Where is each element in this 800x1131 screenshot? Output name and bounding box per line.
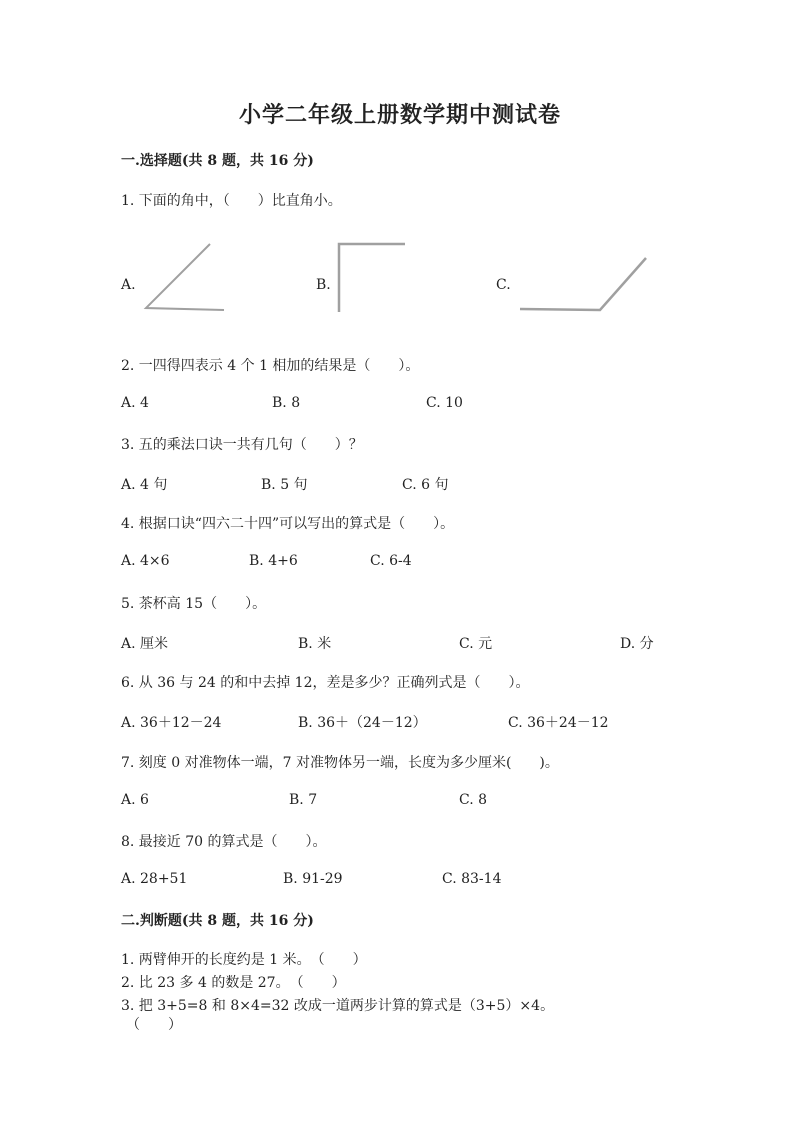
- question-7: 7. 刻度 0 对准物体一端，7 对准物体另一端，长度为多少厘米( )。: [121, 755, 559, 771]
- q6-option-a: A. 36＋12－24: [121, 715, 222, 731]
- page-title: 小学二年级上册数学期中测试卷: [238, 102, 561, 128]
- q4-option-a: A. 4×6: [121, 553, 170, 569]
- right-angle-figure: [333, 238, 411, 316]
- q2-option-c: C. 10: [426, 395, 463, 411]
- acute-angle-figure: [140, 238, 230, 316]
- question-8: 8. 最接近 70 的算式是（ ）。: [121, 834, 327, 850]
- section-heading-judge: 二.判断题(共 8 题，共 16 分): [121, 913, 314, 929]
- obtuse-angle-figure: [516, 252, 654, 316]
- question-3: 3. 五的乘法口诀一共有几句（ ）？: [121, 437, 363, 453]
- q5-option-b: B. 米: [298, 636, 332, 652]
- q8-option-a: A. 28+51: [121, 871, 188, 887]
- q5-option-a: A. 厘米: [121, 636, 169, 652]
- q4-option-b: B. 4+6: [249, 553, 298, 569]
- q3-option-a: A. 4 句: [121, 477, 168, 493]
- q4-option-c: C. 6-4: [370, 553, 412, 569]
- q8-option-b: B. 91-29: [283, 871, 343, 887]
- q2-option-a: A. 4: [121, 395, 149, 411]
- q8-option-c: C. 83-14: [442, 871, 502, 887]
- q1-option-a: A.: [121, 277, 136, 293]
- question-2: 2. 一四得四表示 4 个 1 相加的结果是（ ）。: [121, 358, 420, 374]
- question-5: 5. 茶杯高 15（ ）。: [121, 596, 267, 612]
- q2-option-b: B. 8: [272, 395, 301, 411]
- q5-option-c: C. 元: [459, 636, 493, 652]
- section-heading-choice: 一.选择题(共 8 题，共 16 分): [121, 153, 314, 169]
- q6-option-c: C. 36＋24－12: [508, 715, 609, 731]
- q7-option-a: A. 6: [121, 792, 149, 808]
- judge-item-2: 2. 比 23 多 4 的数是 27。 （ ）: [121, 975, 346, 991]
- judge-item-3: 3. 把 3+5=8 和 8×4=32 改成一道两步计算的算式是（3+5）×4。: [121, 998, 555, 1014]
- question-6: 6. 从 36 与 24 的和中去掉 12，差是多少？正确列式是（ ）。: [121, 675, 530, 691]
- question-4: 4. 根据口诀“四六二十四”可以写出的算式是（ ）。: [121, 516, 455, 532]
- judge-item-3-answer: （ ）: [126, 1017, 182, 1033]
- q7-option-b: B. 7: [289, 792, 318, 808]
- q3-option-c: C. 6 句: [402, 477, 449, 493]
- question-1: 1. 下面的角中，（ ）比直角小。: [121, 193, 342, 209]
- q7-option-c: C. 8: [459, 792, 488, 808]
- judge-item-1: 1. 两臂伸开的长度约是 1 米。 （ ）: [121, 952, 367, 968]
- q3-option-b: B. 5 句: [261, 477, 308, 493]
- q6-option-b: B. 36＋（24－12）: [298, 715, 427, 731]
- q1-option-c: C.: [496, 277, 511, 293]
- q1-option-b: B.: [316, 277, 331, 293]
- q5-option-d: D. 分: [620, 636, 654, 652]
